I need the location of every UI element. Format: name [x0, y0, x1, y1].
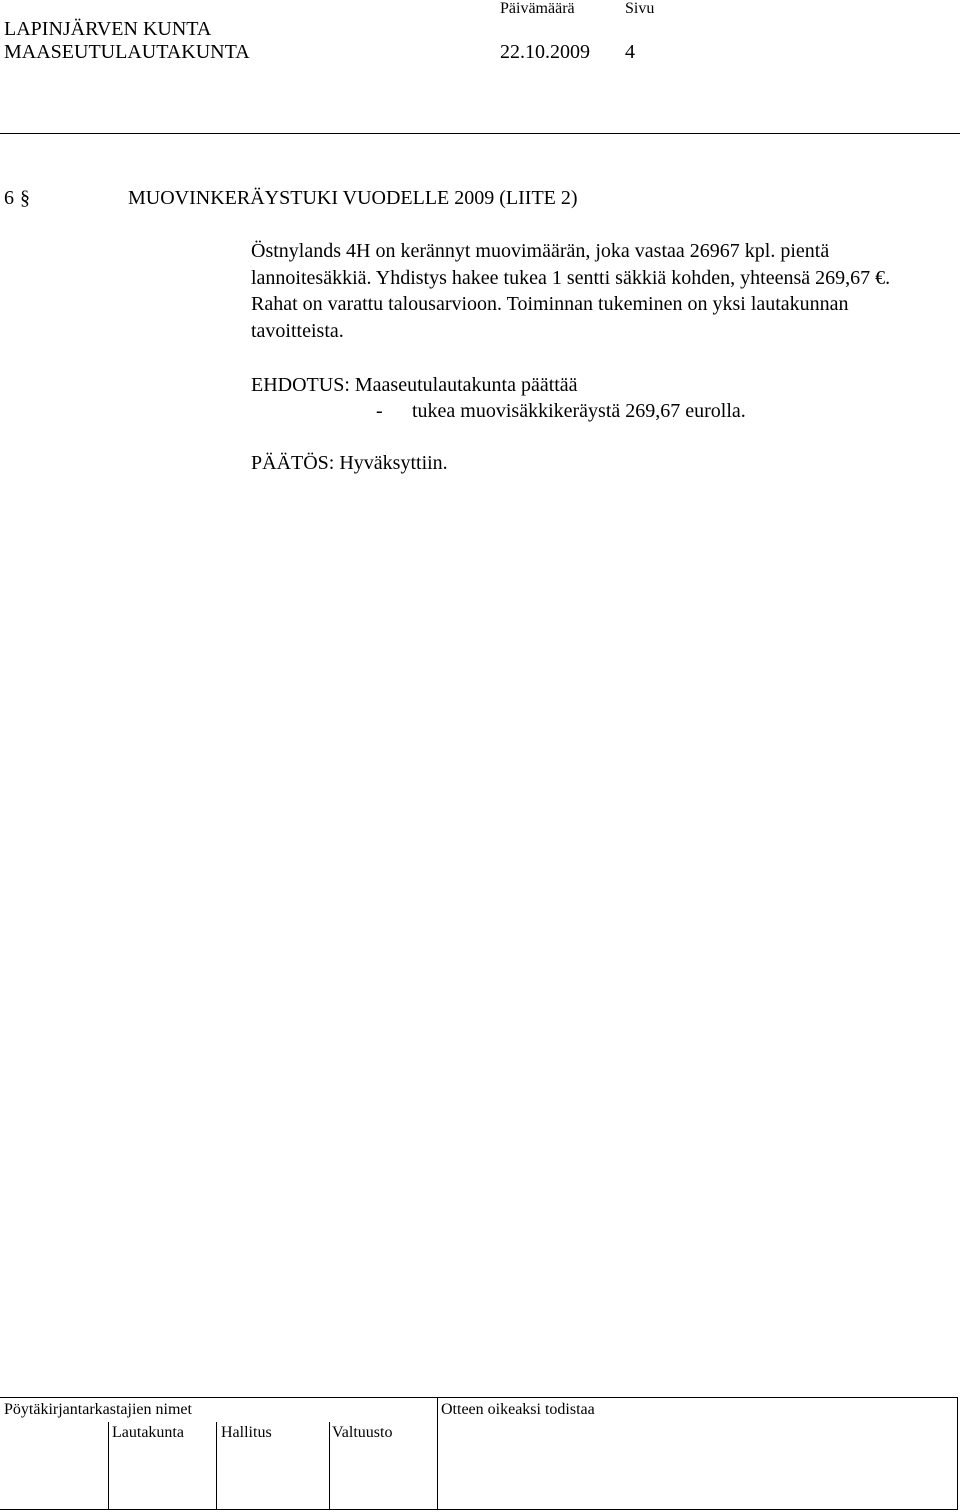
header-divider [0, 133, 960, 134]
body-paragraph: Östnylands 4H on kerännyt muovimäärän, joka vastaa 26967 kpl. pientä lannoitesäkkiä. Yhdistys hakee tukea 1 sentti säkkiä kohden, yhteensä 269,67 €. Rahat on varattu talousarvioon. Toiminnan tukeminen on yksi lautakunnan tavoitteista. [251, 240, 891, 342]
proposal-label: EHDOTUS: Maaseutulautakunta päättää [251, 374, 578, 396]
column-hallitus: Hallitus [221, 1424, 272, 1441]
page-label: Sivu [625, 0, 655, 17]
checkers-title: Pöytäkirjantarkastajien nimet [4, 1401, 192, 1418]
column-divider [437, 1398, 438, 1509]
date-label: Päivämäärä [500, 0, 575, 17]
column-divider [329, 1422, 330, 1509]
column-lautakunta: Lautakunta [112, 1424, 184, 1441]
proposal-item: tukea muovisäkkikeräystä 269,67 eurolla. [412, 400, 746, 422]
proposal-bullet: - [376, 400, 383, 422]
date-value: 22.10.2009 [500, 41, 590, 63]
board-name: MAASEUTULAUTAKUNTA [4, 41, 250, 63]
column-divider [108, 1422, 109, 1509]
section-symbol: § [20, 187, 30, 209]
column-valtuusto: Valtuusto [332, 1424, 393, 1441]
signature-table [0, 1397, 958, 1510]
organization-name: LAPINJÄRVEN KUNTA [4, 18, 212, 40]
decision-text: PÄÄTÖS: Hyväksyttiin. [251, 452, 448, 474]
page-number: 4 [625, 41, 635, 63]
column-divider [216, 1422, 217, 1509]
certified-copy-label: Otteen oikeaksi todistaa [441, 1401, 595, 1418]
section-title: MUOVINKERÄYSTUKI VUODELLE 2009 (LIITE 2) [128, 187, 578, 209]
section-number: 6 [4, 187, 14, 209]
